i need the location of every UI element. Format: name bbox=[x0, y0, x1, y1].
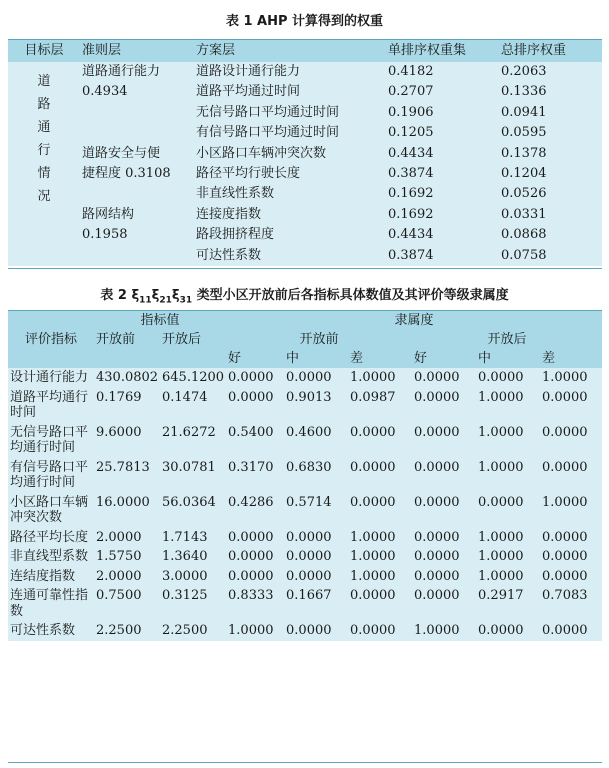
total-weight: 0.1204 bbox=[501, 166, 547, 182]
table-row bbox=[8, 368, 602, 388]
single-weight: 0.1692 bbox=[388, 206, 434, 222]
table-row bbox=[8, 586, 602, 621]
membership-value: 0.7083 bbox=[542, 588, 588, 603]
total-weight: 0.0941 bbox=[501, 104, 547, 120]
membership-value: 0.0000 bbox=[286, 623, 332, 638]
caption-text: ξ bbox=[171, 288, 180, 303]
indicator-name: 路径平均长度 bbox=[10, 529, 89, 545]
indicator-value: 645.1200 bbox=[162, 370, 225, 385]
single-weight: 0.1205 bbox=[388, 125, 434, 141]
indicator-value: 16.0000 bbox=[96, 494, 150, 510]
membership-value: 1.0000 bbox=[414, 623, 460, 638]
total-weight: 0.1336 bbox=[501, 84, 547, 100]
single-weight: 0.3874 bbox=[388, 247, 434, 263]
table2 bbox=[8, 311, 602, 641]
membership-value: 0.5714 bbox=[286, 494, 332, 510]
table-row bbox=[8, 423, 602, 458]
criteria-cell bbox=[80, 144, 194, 205]
goal-char: 通 bbox=[37, 120, 51, 135]
criteria-name: 道路安全与便 bbox=[82, 145, 161, 161]
table-row bbox=[8, 547, 602, 567]
indicator-value: 0.1474 bbox=[162, 389, 208, 405]
scheme-name: 非直线性系数 bbox=[196, 186, 275, 202]
membership-value: 0.0000 bbox=[478, 494, 524, 510]
table-row bbox=[8, 528, 602, 548]
scheme-name: 可达性系数 bbox=[196, 247, 262, 263]
table1-caption: 表 1 AHP 计算得到的权重 bbox=[225, 14, 384, 29]
membership-value: 0.0000 bbox=[478, 370, 524, 385]
scheme-name: 小区路口车辆冲突次数 bbox=[196, 145, 327, 161]
membership-value: 0.0000 bbox=[542, 623, 588, 638]
indicator-value: 2.2500 bbox=[162, 623, 208, 638]
table1-header-row bbox=[8, 40, 602, 62]
table-row bbox=[8, 205, 602, 225]
membership-value: 0.0987 bbox=[350, 389, 396, 405]
goal-char: 况 bbox=[37, 189, 51, 204]
table-row bbox=[8, 567, 602, 587]
total-weight: 0.0331 bbox=[501, 206, 547, 222]
membership-value: 1.0000 bbox=[478, 424, 524, 440]
membership-value: 0.0000 bbox=[414, 549, 460, 564]
criteria-cell bbox=[80, 205, 194, 266]
table-row bbox=[8, 388, 602, 423]
membership-value: 0.0000 bbox=[228, 370, 274, 385]
table2-header-membership: 隶属度 bbox=[226, 311, 602, 330]
table1-header-single-weight: 单排序权重集 bbox=[386, 40, 499, 62]
membership-value: 0.0000 bbox=[542, 459, 588, 475]
grade-label: 中 bbox=[476, 349, 540, 368]
table-row bbox=[8, 458, 602, 493]
table-row bbox=[8, 493, 602, 528]
membership-value: 0.0000 bbox=[414, 459, 460, 475]
table1-bottom-rule bbox=[8, 268, 602, 269]
caption-text: ξ bbox=[151, 288, 160, 303]
indicator-value: 56.0364 bbox=[162, 494, 216, 510]
scheme-name: 路段拥挤程度 bbox=[196, 227, 275, 243]
grade-label: 好 bbox=[412, 349, 476, 368]
membership-value: 0.0000 bbox=[228, 529, 274, 545]
membership-value: 0.0000 bbox=[542, 549, 588, 564]
criteria-name: 路网结构 bbox=[82, 206, 135, 222]
grade-label: 差 bbox=[348, 349, 412, 368]
membership-value: 1.0000 bbox=[478, 568, 524, 584]
membership-value: 0.0000 bbox=[414, 424, 460, 440]
membership-value: 1.0000 bbox=[478, 459, 524, 475]
scheme-name: 有信号路口平均通过时间 bbox=[196, 125, 340, 141]
membership-value: 1.0000 bbox=[350, 568, 396, 584]
membership-value: 0.6830 bbox=[286, 459, 332, 475]
criteria-name: 道路通行能力 bbox=[82, 64, 161, 79]
membership-value: 0.0000 bbox=[228, 389, 274, 405]
scheme-name: 无信号路口平均通过时间 bbox=[196, 104, 340, 120]
membership-value: 0.0000 bbox=[414, 370, 460, 385]
membership-value: 0.0000 bbox=[350, 494, 396, 510]
membership-value: 0.0000 bbox=[286, 549, 332, 564]
table2-caption bbox=[0, 284, 609, 306]
membership-value: 1.0000 bbox=[542, 370, 588, 385]
indicator-value: 1.3640 bbox=[162, 549, 208, 564]
membership-value: 1.0000 bbox=[228, 623, 274, 638]
indicator-name: 非直线型系数 bbox=[10, 549, 89, 564]
single-weight: 0.2707 bbox=[388, 84, 434, 100]
criteria-weight: 0.1958 bbox=[82, 227, 128, 243]
membership-value: 0.0000 bbox=[542, 568, 588, 584]
indicator-name: 道路平均通行时间 bbox=[10, 389, 89, 420]
indicator-value: 25.7813 bbox=[96, 459, 150, 475]
indicator-value: 9.6000 bbox=[96, 424, 142, 440]
goal-char: 道 bbox=[37, 74, 51, 89]
indicator-name: 有信号路口平均通行时间 bbox=[10, 459, 89, 490]
membership-value: 0.8333 bbox=[228, 588, 274, 603]
indicator-value: 30.0781 bbox=[162, 459, 216, 475]
table1 bbox=[8, 40, 602, 266]
membership-value: 0.5400 bbox=[228, 424, 274, 440]
table1-header-scheme: 方案层 bbox=[194, 40, 386, 62]
membership-value: 0.0000 bbox=[542, 389, 588, 405]
table1-header-goal: 目标层 bbox=[8, 40, 80, 62]
caption-text: 类型小区开放前后各指标具体数值及其评价等级隶属度 bbox=[192, 288, 509, 303]
membership-value: 1.0000 bbox=[350, 370, 396, 385]
total-weight: 0.0526 bbox=[501, 186, 547, 202]
table-row bbox=[8, 621, 602, 641]
indicator-value: 2.0000 bbox=[96, 568, 142, 584]
membership-value: 0.0000 bbox=[414, 568, 460, 584]
indicator-value: 21.6272 bbox=[162, 424, 216, 440]
membership-value: 0.9013 bbox=[286, 389, 332, 405]
caption-text: 表 2 ξ bbox=[100, 288, 140, 303]
total-weight: 0.2063 bbox=[501, 64, 547, 79]
caption-subscript: 21 bbox=[159, 295, 172, 306]
indicator-value: 1.5750 bbox=[96, 549, 142, 564]
caption-subscript: 11 bbox=[139, 295, 152, 306]
table2-body bbox=[8, 368, 602, 641]
table1-header-criteria: 准则层 bbox=[80, 40, 194, 62]
table2-bottom-rule bbox=[8, 762, 602, 763]
criteria-weight: 捷程度 0.3108 bbox=[82, 166, 171, 182]
indicator-value: 0.7500 bbox=[96, 588, 142, 603]
membership-value: 1.0000 bbox=[350, 529, 396, 545]
membership-value: 0.0000 bbox=[228, 568, 274, 584]
indicator-name: 设计通行能力 bbox=[10, 370, 89, 385]
scheme-name: 连接度指数 bbox=[196, 206, 262, 222]
single-weight: 0.4182 bbox=[388, 64, 434, 79]
membership-value: 0.0000 bbox=[286, 370, 332, 385]
membership-value: 0.0000 bbox=[350, 459, 396, 475]
membership-value: 1.0000 bbox=[542, 494, 588, 510]
scheme-name: 道路设计通行能力 bbox=[196, 64, 301, 79]
indicator-name: 无信号路口平均通行时间 bbox=[10, 424, 89, 455]
criteria-weight: 0.4934 bbox=[82, 84, 128, 100]
table2-header-m-before: 开放前 bbox=[226, 330, 412, 349]
total-weight: 0.0758 bbox=[501, 247, 547, 263]
indicator-value: 2.2500 bbox=[96, 623, 142, 638]
membership-value: 0.3170 bbox=[228, 459, 274, 475]
membership-value: 0.0000 bbox=[350, 588, 396, 603]
membership-value: 0.0000 bbox=[414, 588, 460, 603]
table2-header-values: 指标值 bbox=[94, 311, 226, 330]
scheme-name: 道路平均通过时间 bbox=[196, 84, 301, 100]
table-row bbox=[8, 144, 602, 164]
membership-value: 0.0000 bbox=[414, 494, 460, 510]
single-weight: 0.1692 bbox=[388, 186, 434, 202]
table2-header-m-after: 开放后 bbox=[412, 330, 602, 349]
membership-value: 0.4600 bbox=[286, 424, 332, 440]
single-weight: 0.4434 bbox=[388, 145, 434, 161]
indicator-value: 1.7143 bbox=[162, 529, 208, 545]
goal-char: 路 bbox=[37, 97, 51, 112]
single-weight: 0.3874 bbox=[388, 166, 434, 182]
table-row bbox=[8, 62, 602, 82]
membership-value: 0.2917 bbox=[478, 588, 524, 603]
table2-header-row bbox=[8, 311, 602, 330]
grade-label: 好 bbox=[226, 349, 284, 368]
membership-value: 1.0000 bbox=[478, 389, 524, 405]
total-weight: 0.0595 bbox=[501, 125, 547, 141]
criteria-cell bbox=[80, 62, 194, 144]
membership-value: 0.0000 bbox=[542, 424, 588, 440]
membership-value: 0.0000 bbox=[286, 568, 332, 584]
table1-goal-cell bbox=[8, 62, 80, 266]
indicator-name: 连通可靠性指数 bbox=[10, 588, 89, 619]
single-weight: 0.4434 bbox=[388, 227, 434, 243]
goal-char: 行 bbox=[37, 143, 51, 158]
total-weight: 0.1378 bbox=[501, 145, 547, 161]
membership-value: 0.0000 bbox=[414, 529, 460, 545]
table2-header-before: 开放前 bbox=[94, 330, 160, 368]
membership-value: 0.0000 bbox=[286, 529, 332, 545]
membership-value: 0.0000 bbox=[542, 529, 588, 545]
membership-value: 0.0000 bbox=[228, 549, 274, 564]
scheme-name: 路径平均行驶长度 bbox=[196, 166, 301, 182]
caption-subscript: 31 bbox=[179, 295, 193, 306]
indicator-value: 3.0000 bbox=[162, 568, 208, 584]
single-weight: 0.1906 bbox=[388, 104, 434, 120]
indicator-name: 连结度指数 bbox=[10, 568, 76, 584]
indicator-value: 0.3125 bbox=[162, 588, 208, 603]
grade-label: 差 bbox=[540, 349, 602, 368]
membership-value: 0.1667 bbox=[286, 588, 332, 603]
membership-value: 0.4286 bbox=[228, 494, 274, 510]
goal-char: 情 bbox=[37, 166, 51, 181]
membership-value: 0.0000 bbox=[350, 424, 396, 440]
table1-header-total-weight: 总排序权重 bbox=[499, 40, 602, 62]
table2-header-eval: 评价指标 bbox=[8, 311, 94, 368]
indicator-name: 小区路口车辆冲突次数 bbox=[10, 494, 89, 525]
membership-value: 0.0000 bbox=[414, 389, 460, 405]
membership-value: 1.0000 bbox=[478, 549, 524, 564]
total-weight: 0.0868 bbox=[501, 227, 547, 243]
grade-label: 中 bbox=[284, 349, 348, 368]
indicator-name: 可达性系数 bbox=[10, 623, 76, 638]
table2-header-after: 开放后 bbox=[160, 330, 226, 368]
membership-value: 0.0000 bbox=[478, 623, 524, 638]
membership-value: 1.0000 bbox=[478, 529, 524, 545]
indicator-value: 0.1769 bbox=[96, 389, 142, 405]
indicator-value: 430.0802 bbox=[96, 370, 159, 385]
membership-value: 0.0000 bbox=[350, 623, 396, 638]
indicator-value: 2.0000 bbox=[96, 529, 142, 545]
membership-value: 1.0000 bbox=[350, 549, 396, 564]
table2-header-row bbox=[8, 330, 602, 349]
